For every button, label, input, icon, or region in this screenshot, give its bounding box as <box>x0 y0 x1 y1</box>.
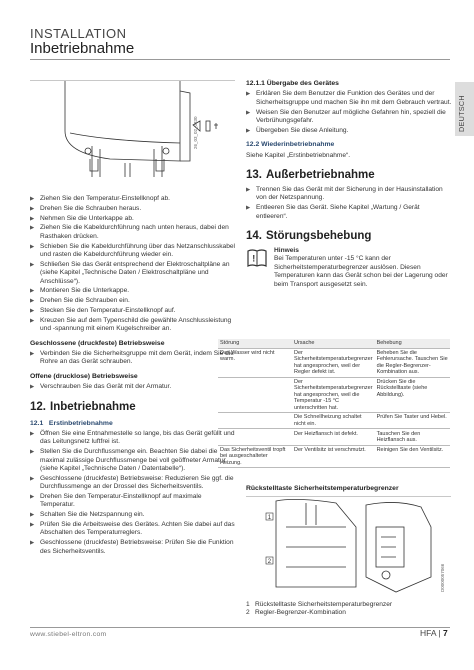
page-title: Inbetriebnahme <box>30 40 135 57</box>
reset-figure-title: Rückstelltaste Sicherheitstemperaturbegrenzer <box>246 485 399 492</box>
list-item: ▶ Drehen Sie die Schrauben ein. <box>30 297 235 305</box>
page-number: HFA | 7 <box>420 628 448 638</box>
column-header: Behebung <box>375 339 450 348</box>
section-12-1-heading <box>30 420 235 428</box>
list-item: ▶ Stellen Sie die Durchflussmenge ein. Beachten Sie dabei die maximal zulässige Durchflussmenge bei voll geöffneter Armatur (siehe Kapitel „Technische Daten / Datentabelle“). <box>30 448 235 473</box>
table-cell: Das Wasser wird nicht warm. <box>218 348 292 377</box>
list-item: ▶ Erklären Sie dem Benutzer die Funktion des Gerätes und der Sicherheitsgruppe und machen Sie ihn mit dem Gebrauch vertraut. <box>246 90 452 107</box>
table-cell <box>218 377 292 412</box>
table-cell: Die Schnellheizung schaltet nicht ein. <box>292 413 375 429</box>
table-cell: Tauschen Sie den Heizflansch aus. <box>375 429 450 445</box>
figure-legend <box>246 601 392 617</box>
handover-steps <box>246 90 452 135</box>
chapter-title: Außerbetriebnahme <box>266 169 375 182</box>
chapter-number: 13. <box>246 169 262 182</box>
page-value: 7 <box>443 628 448 638</box>
document-code: HFA <box>420 628 437 638</box>
list-item: ▶ Schalten Sie die Netzspannung ein. <box>30 511 235 519</box>
table-cell: Der Ventilsitz ist verschmutzt. <box>292 445 375 468</box>
open-operation-steps <box>30 383 235 391</box>
section-kicker: INSTALLATION <box>30 26 127 41</box>
svg-text:1: 1 <box>267 514 272 521</box>
list-item: ▶ Ziehen Sie die Kabeldurchführung nach unten heraus, dabei den Rasthaken drücken. <box>30 224 235 241</box>
list-item: ▶ Trennen Sie das Gerät mit der Sicherung in der Hausinstallation von der Netzspannung. <box>246 186 452 203</box>
list-item: ▶ Kreuzen Sie auf dem Typenschild die gewählte Anschlussleistung und -spannung mit einem Kugelschreiber an. <box>30 317 235 334</box>
header-divider <box>30 59 450 60</box>
first-startup-steps <box>30 430 235 556</box>
table-cell <box>218 413 292 429</box>
hint-text: Bei Temperaturen unter -15 °C kann der Sicherheitstemperaturbegrenzer auslösen. Diesen Temperaturen kann das Gerät schon bei der Lagerung oder beim Transport ausgesetzt sein. <box>274 255 448 288</box>
list-item: ▶ Verschrauben Sie das Gerät mit der Armatur. <box>30 383 235 391</box>
column-header: Ursache <box>292 339 375 348</box>
language-tab <box>455 82 474 136</box>
closed-operation-title: Geschlossene (druckfeste) Betriebsweise <box>30 339 165 347</box>
figure-label: D0000057066 <box>440 563 445 592</box>
footer-divider <box>30 627 450 628</box>
chapter-13-heading <box>246 169 452 182</box>
fault-table <box>218 339 450 468</box>
legend-number: 1 <box>246 601 250 608</box>
list-item: ▶ Entleeren Sie das Gerät. Siehe Kapitel „Wartung / Gerät entleeren“. <box>246 204 452 221</box>
list-item: ▶ Drehen Sie den Temperatur-Einstellknopf auf maximale Temperatur. <box>30 493 235 510</box>
list-item: ▶ Stecken Sie den Temperatur-Einstellknopf auf. <box>30 307 235 315</box>
svg-text:2: 2 <box>267 558 272 565</box>
column-header: Störung <box>218 339 292 348</box>
table-cell: Beheben Sie die Fehlerursache. Tauschen Sie die Regler-Begrenzer-Kombination aus. <box>375 348 450 377</box>
svg-text:!: ! <box>252 253 256 264</box>
table-cell <box>218 429 292 445</box>
table-cell: Prüfen Sie Taster und Hebel. <box>375 413 450 429</box>
shutdown-steps <box>246 186 452 221</box>
table-row <box>218 413 450 429</box>
footer-url: www.stiebel-eltron.com <box>30 631 107 638</box>
language-tab-label: DEUTSCH <box>457 95 466 132</box>
list-item: ▶ Verbinden Sie die Sicherheitsgruppe mit dem Gerät, indem Sie die Rohre an das Gerät schrauben. <box>30 350 235 367</box>
table-cell: Der Sicherheitstemperaturbegrenzer hat angesprochen, weil der Regler defekt ist. <box>292 348 375 377</box>
legend-number: 2 <box>246 609 250 617</box>
list-item: ▶ Schieben Sie die Kabeldurchführung über das Netzanschlusskabel und rasten die Kabeldurchführung wieder ein. <box>30 243 235 260</box>
chapter-title: Störungsbehebung <box>266 230 372 243</box>
section-12-2-text: Siehe Kapitel „Erstinbetriebnahme“. <box>246 151 351 159</box>
legend-item <box>246 601 392 609</box>
installation-figure <box>30 80 235 190</box>
wiring-steps <box>30 195 235 334</box>
installation-drawing <box>30 81 235 191</box>
list-item: ▶ Nehmen Sie die Unterkappe ab. <box>30 215 235 223</box>
chapter-14-heading <box>246 230 452 243</box>
table-row <box>218 445 450 468</box>
legend-item <box>246 609 392 617</box>
table-header-row <box>218 339 450 348</box>
section-12-1-1-heading: 12.1.1 Übergabe des Gerätes <box>246 80 339 87</box>
section-12-2-heading: 12.2 Wiederinbetriebnahme <box>246 141 335 149</box>
section-title: Erstinbetriebnahme <box>48 419 113 427</box>
list-item: ▶ Drehen Sie die Schrauben heraus. <box>30 205 235 213</box>
list-item: ▶ Ziehen Sie den Temperatur-Einstellknopf ab. <box>30 195 235 203</box>
open-operation-title: Offene (drucklose) Betriebsweise <box>30 372 138 380</box>
figure-label: 26_03_02_0330 <box>193 116 198 149</box>
chapter-12-heading <box>30 401 235 414</box>
book-icon <box>246 247 268 269</box>
table-cell: Reinigen Sie den Ventilsitz. <box>375 445 450 468</box>
table-cell: Der Sicherheitstemperaturbegrenzer hat angesprochen, weil die Temperatur -15 °C unterschritten hat. <box>292 377 375 412</box>
section-number: 12.1 <box>30 419 44 427</box>
list-item: ▶ Geschlossene (druckfeste) Betriebsweise: Prüfen Sie die Funktion des Sicherheitsventils. <box>30 539 235 556</box>
table-row <box>218 377 450 412</box>
list-item: ▶ Montieren Sie die Unterkappe. <box>30 287 235 295</box>
right-column <box>246 80 452 303</box>
legend-text: Rückstelltaste Sicherheitstemperaturbegrenzer <box>255 601 393 608</box>
chapter-number: 12. <box>30 400 46 413</box>
table-row <box>218 429 450 445</box>
list-item: ▶ Prüfen Sie die Arbeitsweise des Gerätes. Achten Sie dabei auf das Abschalten des Temperaturreglers. <box>30 521 235 538</box>
hint-title: Hinweis <box>274 247 299 255</box>
list-item: ▶ Geschlossene (druckfeste) Betriebsweise: Reduzieren Sie ggf. die Durchflussmenge an der Drossel des Sicherheitsventils. <box>30 475 235 492</box>
list-item: ▶ Öffnen Sie eine Entnahmestelle so lange, bis das Gerät gefüllt und das Leitungsnetz luftfrei ist. <box>30 430 235 447</box>
closed-operation-steps <box>30 350 235 367</box>
list-item: ▶ Weisen Sie den Benutzer auf mögliche Gefahren hin, speziell die Verbrühungsgefahr. <box>246 109 452 126</box>
table-row <box>218 348 450 377</box>
hint-box <box>246 247 452 297</box>
reset-button-figure <box>246 496 451 596</box>
chapter-title: Inbetriebnahme <box>50 400 136 413</box>
list-item: ▶ Schließen Sie das Gerät entsprechend der Elektroschaltpläne an (siehe Kapitel „Technische Daten / Elektroschaltpläne und Anschlüsse“). <box>30 261 235 286</box>
reset-button-drawing <box>246 497 451 597</box>
list-item: ▶ Übergeben Sie diese Anleitung. <box>246 127 452 135</box>
table-cell: Der Heizflansch ist defekt. <box>292 429 375 445</box>
legend-text: Regler-Begrenzer-Kombination <box>255 609 346 617</box>
chapter-number: 14. <box>246 230 262 243</box>
table-cell: Das Sicherheitsventil tropft bei ausgeschalteter Heizung. <box>218 445 292 468</box>
table-cell: Drücken Sie die Rückstelltaste (siehe Abbildung). <box>375 377 450 412</box>
left-column <box>30 195 235 557</box>
